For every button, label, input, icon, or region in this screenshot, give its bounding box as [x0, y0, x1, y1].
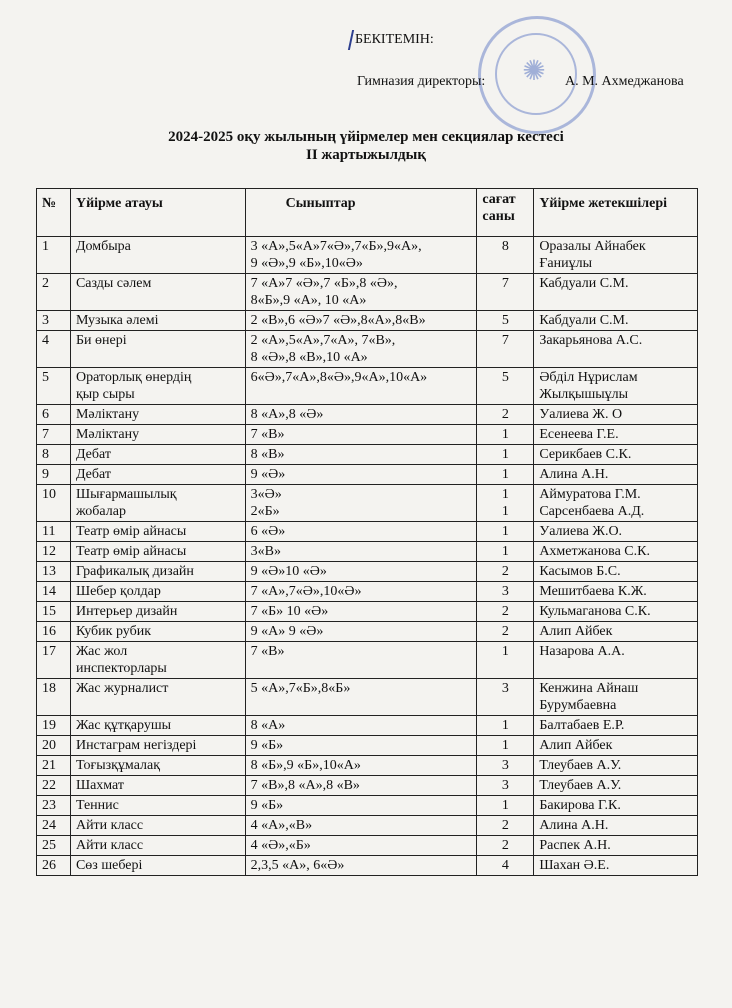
cell-leader: Алип Айбек	[534, 736, 698, 756]
title-line-1: 2024-2025 оқу жылының үйірмелер мен секциялар кестесі	[168, 129, 564, 145]
cell-number: 9	[37, 465, 71, 485]
cell-classes: 2,3,5 «А», 6«Ә»	[245, 856, 477, 876]
cell-leader: Уалиева Ж.О.	[534, 522, 698, 542]
table-row	[37, 642, 698, 679]
table-row	[37, 485, 698, 522]
column-header-leaders: Үйірме жетекшілері	[534, 189, 698, 237]
cell-classes: 4 «Ә»,«Б»	[245, 836, 477, 856]
cell-club-name: Графикалық дизайн	[70, 562, 245, 582]
cell-number: 19	[37, 716, 71, 736]
cell-club-name: Би өнері	[70, 331, 245, 368]
cell-club-name: Кубик рубик	[70, 622, 245, 642]
cell-club-name: Айти класс	[70, 836, 245, 856]
cell-classes: 9 «Б»	[245, 796, 477, 816]
table-row	[37, 856, 698, 876]
cell-club-name: Сөз шебері	[70, 856, 245, 876]
cell-hours: 1	[477, 522, 534, 542]
table-body	[37, 237, 698, 876]
table-row	[37, 405, 698, 425]
cell-number: 5	[37, 368, 71, 405]
cell-leader: Әбділ Нұрислам Жылқышыұлы	[534, 368, 698, 405]
table-row	[37, 622, 698, 642]
cell-club-name: Домбыра	[70, 237, 245, 274]
cell-classes: 9 «Ә»	[245, 465, 477, 485]
table-row	[37, 562, 698, 582]
cell-club-name: Музыка әлемі	[70, 311, 245, 331]
table-row	[37, 331, 698, 368]
cell-classes: 7 «В»	[245, 642, 477, 679]
column-header-name: Үйірме атауы	[70, 189, 245, 237]
table-row	[37, 716, 698, 736]
cell-hours: 3	[477, 756, 534, 776]
cell-club-name: Интерьер дизайн	[70, 602, 245, 622]
cell-club-name: Мәліктану	[70, 405, 245, 425]
cell-club-name: Теннис	[70, 796, 245, 816]
cell-number: 3	[37, 311, 71, 331]
cell-leader: Есенеева Г.Е.	[534, 425, 698, 445]
cell-hours: 7	[477, 274, 534, 311]
cell-club-name: Шығармашылық жобалар	[70, 485, 245, 522]
cell-number: 10	[37, 485, 71, 522]
cell-hours: 1	[477, 796, 534, 816]
cell-leader: Шахан Ә.Е.	[534, 856, 698, 876]
cell-number: 2	[37, 274, 71, 311]
table-row	[37, 679, 698, 716]
cell-number: 24	[37, 816, 71, 836]
cell-classes: 4 «А»,«В»	[245, 816, 477, 836]
cell-classes: 9 «А» 9 «Ә»	[245, 622, 477, 642]
cell-hours: 2	[477, 816, 534, 836]
column-header-hours: сағат саны	[477, 189, 534, 237]
cell-hours: 5	[477, 368, 534, 405]
cell-hours: 1	[477, 445, 534, 465]
cell-leader: Балтабаев Е.Р.	[534, 716, 698, 736]
cell-club-name: Жас құтқарушы	[70, 716, 245, 736]
table-row	[37, 542, 698, 562]
cell-leader: Ахметжанова С.К.	[534, 542, 698, 562]
cell-leader: Назарова А.А.	[534, 642, 698, 679]
cell-classes: 8 «Б»,9 «Б»,10«А»	[245, 756, 477, 776]
table-row	[37, 368, 698, 405]
cell-hours: 1	[477, 465, 534, 485]
cell-number: 17	[37, 642, 71, 679]
cell-classes: 8 «В»	[245, 445, 477, 465]
cell-classes: 7 «А»,7«Ә»,10«Ә»	[245, 582, 477, 602]
cell-hours: 1	[477, 425, 534, 445]
cell-leader: Аймуратова Г.М. Сарсенбаева А.Д.	[534, 485, 698, 522]
table-row	[37, 311, 698, 331]
approve-label: БЕКІТЕМІН:	[355, 32, 434, 47]
cell-leader: Кульмаганова С.К.	[534, 602, 698, 622]
cell-number: 16	[37, 622, 71, 642]
cell-hours: 4	[477, 856, 534, 876]
cell-number: 25	[37, 836, 71, 856]
cell-number: 11	[37, 522, 71, 542]
cell-leader: Уалиева Ж. О	[534, 405, 698, 425]
table-row	[37, 237, 698, 274]
cell-club-name: Сазды сәлем	[70, 274, 245, 311]
cell-number: 12	[37, 542, 71, 562]
cell-classes: 7 «В»,8 «А»,8 «В»	[245, 776, 477, 796]
director-line	[357, 74, 684, 90]
cell-leader: Кабдуали С.М.	[534, 274, 698, 311]
cell-number: 15	[37, 602, 71, 622]
cell-leader: Оразалы Айнабек Ғаниұлы	[534, 237, 698, 274]
column-header-classes: Сыныптар	[245, 189, 477, 237]
cell-hours: 2	[477, 602, 534, 622]
cell-leader: Тлеубаев А.У.	[534, 776, 698, 796]
table-row	[37, 816, 698, 836]
table-row	[37, 796, 698, 816]
column-header-number: №	[37, 189, 71, 237]
cell-number: 14	[37, 582, 71, 602]
table-row	[37, 776, 698, 796]
cell-number: 13	[37, 562, 71, 582]
cell-classes: 7 «Б» 10 «Ә»	[245, 602, 477, 622]
table-row	[37, 425, 698, 445]
cell-club-name: Жас журналист	[70, 679, 245, 716]
cell-number: 23	[37, 796, 71, 816]
cell-hours: 7	[477, 331, 534, 368]
cell-classes: 8 «А»,8 «Ә»	[245, 405, 477, 425]
cell-hours: 2	[477, 405, 534, 425]
cell-club-name: Шахмат	[70, 776, 245, 796]
cell-leader: Закарьянова А.С.	[534, 331, 698, 368]
cell-hours: 3	[477, 679, 534, 716]
table-row	[37, 274, 698, 311]
cell-classes: 3 «А»,5«А»7«Ә»,7«Б»,9«А», 9 «Ә»,9 «Б»,10«Ә»	[245, 237, 477, 274]
cell-club-name: Дебат	[70, 445, 245, 465]
cell-classes: 6«Ә»,7«А»,8«Ә»,9«А»,10«А»	[245, 368, 477, 405]
table-header-row	[37, 189, 698, 237]
cell-number: 8	[37, 445, 71, 465]
table-row	[37, 522, 698, 542]
cell-hours: 1	[477, 736, 534, 756]
document-title	[0, 128, 732, 164]
table-row	[37, 582, 698, 602]
cell-classes: 7 «В»	[245, 425, 477, 445]
schedule-table	[36, 188, 698, 876]
cell-hours: 2	[477, 836, 534, 856]
cell-leader: Алина А.Н.	[534, 816, 698, 836]
cell-club-name: Айти класс	[70, 816, 245, 836]
cell-leader: Кабдуали С.М.	[534, 311, 698, 331]
cell-number: 26	[37, 856, 71, 876]
cell-club-name: Инстаграм негіздері	[70, 736, 245, 756]
cell-number: 4	[37, 331, 71, 368]
cell-hours: 2	[477, 622, 534, 642]
cell-classes: 3«Ә» 2«Б»	[245, 485, 477, 522]
cell-leader: Бакирова Г.К.	[534, 796, 698, 816]
cell-hours: 5	[477, 311, 534, 331]
cell-club-name: Жас жол инспекторлары	[70, 642, 245, 679]
cell-hours: 2	[477, 562, 534, 582]
cell-leader: Кенжина Айнаш Бурумбаевна	[534, 679, 698, 716]
cell-classes: 8 «А»	[245, 716, 477, 736]
cell-classes: 2 «А»,5«А»,7«А», 7«В», 8 «Ә»,8 «В»,10 «А»	[245, 331, 477, 368]
cell-leader: Касымов Б.С.	[534, 562, 698, 582]
cell-classes: 7 «А»7 «Ә»,7 «Б»,8 «Ә», 8«Б»,9 «А», 10 «А»	[245, 274, 477, 311]
table-row	[37, 736, 698, 756]
cell-classes: 9 «Ә»10 «Ә»	[245, 562, 477, 582]
director-label: Гимназия директоры:	[357, 74, 486, 89]
cell-classes: 6 «Ә»	[245, 522, 477, 542]
cell-hours: 1	[477, 542, 534, 562]
cell-leader: Мешитбаева К.Ж.	[534, 582, 698, 602]
cell-hours: 8	[477, 237, 534, 274]
cell-club-name: Тоғызқұмалақ	[70, 756, 245, 776]
cell-hours: 3	[477, 776, 534, 796]
cell-club-name: Театр өмір айнасы	[70, 542, 245, 562]
table-row	[37, 756, 698, 776]
cell-classes: 5 «А»,7«Б»,8«Б»	[245, 679, 477, 716]
cell-club-name: Мәліктану	[70, 425, 245, 445]
emblem-icon: ✺	[522, 56, 546, 87]
cell-number: 1	[37, 237, 71, 274]
director-name: А. М. Ахмеджанова	[565, 74, 684, 89]
cell-leader: Алина А.Н.	[534, 465, 698, 485]
table-row	[37, 602, 698, 622]
cell-hours: 1	[477, 642, 534, 679]
cell-club-name: Шебер қолдар	[70, 582, 245, 602]
cell-number: 18	[37, 679, 71, 716]
table-row	[37, 836, 698, 856]
cell-classes: 3«В»	[245, 542, 477, 562]
cell-leader: Серикбаев С.К.	[534, 445, 698, 465]
cell-hours: 1	[477, 716, 534, 736]
cell-number: 20	[37, 736, 71, 756]
cell-leader: Распек А.Н.	[534, 836, 698, 856]
title-line-2: ІІ жартыжылдық	[306, 147, 426, 163]
cell-number: 21	[37, 756, 71, 776]
cell-leader: Алип Айбек	[534, 622, 698, 642]
table-row	[37, 445, 698, 465]
cell-number: 6	[37, 405, 71, 425]
cell-club-name: Дебат	[70, 465, 245, 485]
cell-leader: Тлеубаев А.У.	[534, 756, 698, 776]
cell-number: 22	[37, 776, 71, 796]
cell-classes: 2 «В»,6 «Ә»7 «Ә»,8«А»,8«В»	[245, 311, 477, 331]
table-row	[37, 465, 698, 485]
cell-club-name: Театр өмір айнасы	[70, 522, 245, 542]
cell-hours: 3	[477, 582, 534, 602]
cell-club-name: Ораторлық өнердің қыр сыры	[70, 368, 245, 405]
cell-hours: 1 1	[477, 485, 534, 522]
cell-number: 7	[37, 425, 71, 445]
cell-classes: 9 «Б»	[245, 736, 477, 756]
